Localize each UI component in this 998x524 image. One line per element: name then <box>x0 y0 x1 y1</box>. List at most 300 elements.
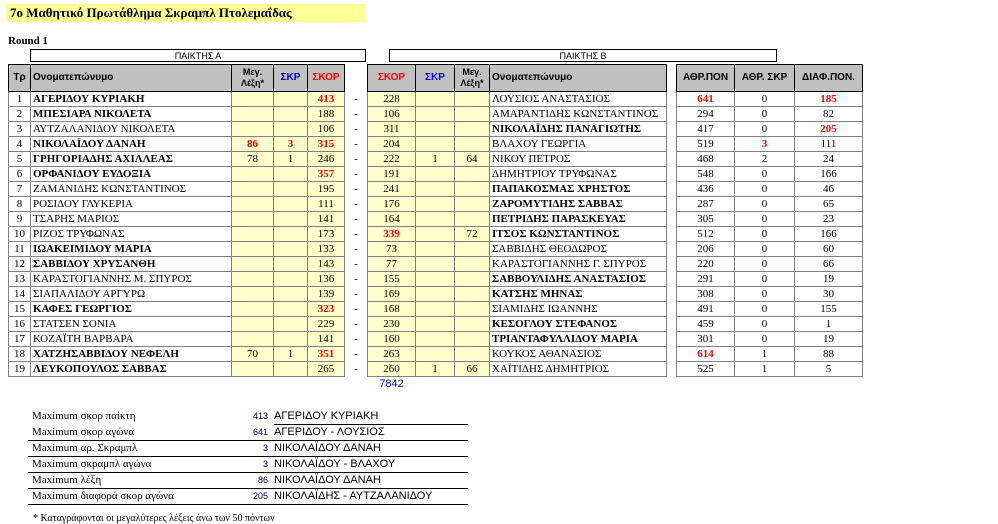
row-gap <box>667 272 677 287</box>
match-total: 287 <box>677 197 735 212</box>
vs-separator: - <box>354 303 358 315</box>
match-total: 641 <box>677 92 735 107</box>
match-total: 305 <box>677 212 735 227</box>
table-row <box>9 137 863 152</box>
vs-separator: - <box>354 228 358 240</box>
player-b-max-word <box>455 167 490 182</box>
player-a-score: 133 <box>308 242 345 257</box>
player-a-name: ΝΙΚΟΛΑΪΔΟΥ ΔΑΝΑΗ <box>31 137 232 152</box>
player-a-name: ΖΑΜΑΝΙΔΗΣ ΚΩΝΣΤΑΝΤΙΝΟΣ <box>31 182 232 197</box>
player-a-max-word <box>232 302 274 317</box>
player-b-max-word <box>455 122 490 137</box>
player-b-score: 230 <box>368 317 416 332</box>
player-b-name: ΖΑΡΟΜΥΤΙΔΗΣ ΣΑΒΒΑΣ <box>490 197 667 212</box>
player-a-max-word <box>232 287 274 302</box>
player-a-score: 195 <box>308 182 345 197</box>
stat-row <box>28 425 468 441</box>
player-a-max-word <box>232 212 274 227</box>
match-difference: 82 <box>795 107 863 122</box>
match-total: 614 <box>677 347 735 362</box>
player-b-scrabbles <box>416 302 455 317</box>
player-b-scrabbles <box>416 197 455 212</box>
player-b-max-word <box>455 332 490 347</box>
col-header-scr-b: ΣΚΡ <box>416 65 455 92</box>
player-b-max-word <box>455 182 490 197</box>
player-a-name: ΙΩΑΚΕΙΜΙΔΟΥ ΜΑΡΙΑ <box>31 242 232 257</box>
player-a-scrabbles <box>274 272 308 287</box>
player-a-scrabbles <box>274 107 308 122</box>
match-difference: 88 <box>795 347 863 362</box>
player-a-scrabbles <box>274 242 308 257</box>
player-b-name: ΚΕΣΟΓΛΟΥ ΣΤΕΦΑΝΟΣ <box>490 317 667 332</box>
player-a-name: ΣΑΒΒΙΔΟΥ ΧΡΥΣΑΝΘΗ <box>31 257 232 272</box>
footer-gap <box>9 377 368 392</box>
match-total-scrabbles: 0 <box>735 287 795 302</box>
row-gap <box>667 137 677 152</box>
player-a-max-word <box>232 242 274 257</box>
player-b-scrabbles <box>416 272 455 287</box>
row-gap <box>667 92 677 107</box>
cell-tr: 4 <box>9 137 31 152</box>
stat-underline <box>28 504 468 505</box>
player-a-scrabbles <box>274 362 308 377</box>
cell-tr: 13 <box>9 272 31 287</box>
player-a-max-word: 86 <box>232 137 274 152</box>
match-difference: 205 <box>795 122 863 137</box>
player-b-name: ΔΗΜΗΤΡΙΟΥ ΤΡΥΦΩΝΑΣ <box>490 167 667 182</box>
cell-tr: 17 <box>9 332 31 347</box>
row-gap <box>667 317 677 332</box>
match-total-scrabbles: 0 <box>735 332 795 347</box>
match-total-scrabbles: 0 <box>735 272 795 287</box>
match-total: 459 <box>677 317 735 332</box>
stat-label: Maximum αρ. Σκραμπλ <box>32 442 138 454</box>
player-a-max-word: 70 <box>232 347 274 362</box>
vs-separator: - <box>354 198 358 210</box>
player-a-name: ΑΥΤΖΑΛΑΝΙΔΟΥ ΝΙΚΟΛΕΤΑ <box>31 122 232 137</box>
player-b-max-word <box>455 242 490 257</box>
vs-separator: - <box>354 168 358 180</box>
match-difference: 185 <box>795 92 863 107</box>
player-b-name: ΚΟΥΚΟΣ ΑΘΑΝΑΣΙΟΣ <box>490 347 667 362</box>
stat-holder: ΝΙΚΟΛΑΪΔΟΥ ΔΑΝΑΗ <box>274 442 381 454</box>
player-a-score: 143 <box>308 257 345 272</box>
match-total: 294 <box>677 107 735 122</box>
table-row <box>9 272 863 287</box>
player-a-name: ΤΣΑΡΗΣ ΜΑΡΙΟΣ <box>31 212 232 227</box>
row-gap <box>667 257 677 272</box>
player-a-max-word <box>232 332 274 347</box>
player-a-max-word <box>232 122 274 137</box>
row-gap <box>667 167 677 182</box>
row-gap <box>667 227 677 242</box>
table-row <box>9 347 863 362</box>
player-a-score: 315 <box>308 137 345 152</box>
player-b-score: 222 <box>368 152 416 167</box>
header-row <box>9 65 863 92</box>
stat-label: Maximum διαφορά σκορ αγώνα <box>32 490 174 502</box>
player-b-name: ΣΑΒΒΟΥΛΙΔΗΣ ΑΝΑΣΤΑΣΙΟΣ <box>490 272 667 287</box>
header-gap <box>667 65 677 92</box>
vs-separator: - <box>354 348 358 360</box>
match-total-scrabbles: 3 <box>735 137 795 152</box>
player-a-score: 188 <box>308 107 345 122</box>
match-difference: 23 <box>795 212 863 227</box>
match-total: 206 <box>677 242 735 257</box>
player-b-scrabbles: 1 <box>416 362 455 377</box>
match-total-scrabbles: 0 <box>735 197 795 212</box>
results-table <box>8 64 863 391</box>
player-b-score: 204 <box>368 137 416 152</box>
row-gap <box>667 332 677 347</box>
table-row <box>9 182 863 197</box>
col-header-score-a: ΣΚΟΡ <box>308 65 345 92</box>
match-difference: 24 <box>795 152 863 167</box>
player-a-max-word <box>232 92 274 107</box>
match-total-scrabbles: 0 <box>735 212 795 227</box>
vs-separator: - <box>354 138 358 150</box>
player-a-scrabbles <box>274 212 308 227</box>
table-row <box>9 92 863 107</box>
player-b-scrabbles <box>416 92 455 107</box>
player-b-name: ΣΑΒΒΙΔΗΣ ΘΕΟΔΩΡΟΣ <box>490 242 667 257</box>
match-difference: 60 <box>795 242 863 257</box>
player-b-name: ΠΕΤΡΙΔΗΣ ΠΑΡΑΣΚΕΥΑΣ <box>490 212 667 227</box>
match-total-scrabbles: 0 <box>735 257 795 272</box>
player-b-max-word <box>455 92 490 107</box>
cell-tr: 3 <box>9 122 31 137</box>
vs-separator: - <box>354 153 358 165</box>
player-b-score: 339 <box>368 227 416 242</box>
player-a-section-header: ΠΑΙΚΤΗΣ Α <box>30 49 366 62</box>
stat-row <box>28 489 468 505</box>
player-b-score: 164 <box>368 212 416 227</box>
player-a-name: ΚΟΖΑΪΤΗ ΒΑΡΒΑΡΑ <box>31 332 232 347</box>
player-a-name: ΡΟΣΙΔΟΥ ΓΛΥΚΕΡΙΑ <box>31 197 232 212</box>
match-difference: 30 <box>795 287 863 302</box>
stat-row <box>28 457 468 473</box>
player-b-scrabbles <box>416 167 455 182</box>
player-a-name: ΓΡΗΓΟΡΙΑΔΗΣ ΑΧΙΛΛΕΑΣ <box>31 152 232 167</box>
vs-separator: - <box>354 363 358 375</box>
col-header-name-a: Ονοματεπώνυμο <box>31 65 232 92</box>
player-b-scrabbles <box>416 287 455 302</box>
player-b-score: 155 <box>368 272 416 287</box>
match-total-scrabbles: 0 <box>735 92 795 107</box>
player-b-max-word <box>455 212 490 227</box>
row-gap <box>667 212 677 227</box>
match-total: 548 <box>677 167 735 182</box>
match-difference: 155 <box>795 302 863 317</box>
player-b-name: ΠΑΠΑΚΟΣΜΑΣ ΧΡΗΣΤΟΣ <box>490 182 667 197</box>
round-label: Round 1 <box>8 35 49 47</box>
player-b-name: ΣΙΑΜΙΔΗΣ ΙΩΑΝΝΗΣ <box>490 302 667 317</box>
table-row <box>9 242 863 257</box>
player-b-name: ΝΙΚΟΥ ΠΕΤΡΟΣ <box>490 152 667 167</box>
stat-row <box>28 473 468 489</box>
cell-tr: 5 <box>9 152 31 167</box>
player-b-max-word <box>455 197 490 212</box>
player-a-score: 106 <box>308 122 345 137</box>
vs-separator: - <box>354 183 358 195</box>
player-b-max-word <box>455 107 490 122</box>
match-difference: 111 <box>795 137 863 152</box>
player-a-max-word <box>232 317 274 332</box>
table-row <box>9 362 863 377</box>
vs-separator: - <box>354 93 358 105</box>
player-b-max-word <box>455 287 490 302</box>
player-a-score: 357 <box>308 167 345 182</box>
grand-total: 7842 <box>379 378 404 390</box>
player-b-section-header: ΠΑΙΚΤΗΣ Β <box>389 49 777 62</box>
cell-tr: 14 <box>9 287 31 302</box>
match-total: 512 <box>677 227 735 242</box>
cell-tr: 6 <box>9 167 31 182</box>
player-a-max-word <box>232 167 274 182</box>
col-header-name-b: Ονοματεπώνυμο <box>490 65 667 92</box>
cell-tr: 7 <box>9 182 31 197</box>
player-a-scrabbles <box>274 182 308 197</box>
stat-holder: ΑΓΕΡΙΔΟΥ ΚΥΡΙΑΚΗ <box>274 410 379 422</box>
table-row <box>9 302 863 317</box>
player-a-score: 323 <box>308 302 345 317</box>
stat-holder: ΝΙΚΟΛΑΪΔΟΥ ΔΑΝΑΗ <box>274 474 381 486</box>
row-gap <box>667 362 677 377</box>
player-a-score: 173 <box>308 227 345 242</box>
match-total-scrabbles: 1 <box>735 347 795 362</box>
row-gap <box>667 122 677 137</box>
player-a-scrabbles <box>274 92 308 107</box>
player-a-scrabbles: 1 <box>274 347 308 362</box>
player-a-scrabbles <box>274 167 308 182</box>
row-gap <box>667 107 677 122</box>
player-b-max-word: 72 <box>455 227 490 242</box>
match-difference: 65 <box>795 197 863 212</box>
match-total-scrabbles: 0 <box>735 122 795 137</box>
vs-separator: - <box>354 123 358 135</box>
player-b-scrabbles <box>416 347 455 362</box>
player-b-scrabbles <box>416 212 455 227</box>
row-gap <box>667 302 677 317</box>
player-a-scrabbles <box>274 332 308 347</box>
table-row <box>9 122 863 137</box>
vs-separator: - <box>354 288 358 300</box>
vs-separator: - <box>354 333 358 345</box>
stat-row <box>28 409 468 425</box>
grand-total-row <box>9 377 863 392</box>
row-gap <box>667 242 677 257</box>
player-b-name: ΛΟΥΣΙΟΣ ΑΝΑΣΤΑΣΙΟΣ <box>490 92 667 107</box>
player-b-scrabbles <box>416 227 455 242</box>
match-total: 468 <box>677 152 735 167</box>
match-total-scrabbles: 0 <box>735 107 795 122</box>
header-gap <box>345 65 368 92</box>
stat-label: Maximum σκορ αγώνα <box>32 426 135 438</box>
player-b-score: 106 <box>368 107 416 122</box>
player-b-name: ΙΤΣΟΣ ΚΩΝΣΤΑΝΤΙΝΟΣ <box>490 227 667 242</box>
player-b-score: 241 <box>368 182 416 197</box>
row-gap <box>667 287 677 302</box>
player-a-max-word <box>232 362 274 377</box>
table-row <box>9 107 863 122</box>
table-row <box>9 152 863 167</box>
match-difference: 166 <box>795 167 863 182</box>
col-header-scr-a: ΣΚΡ <box>274 65 308 92</box>
player-b-score: 169 <box>368 287 416 302</box>
match-difference: 5 <box>795 362 863 377</box>
player-a-score: 265 <box>308 362 345 377</box>
stat-label: Maximum σκραμπλ αγώνα <box>32 458 152 470</box>
player-a-scrabbles <box>274 302 308 317</box>
match-total-scrabbles: 0 <box>735 242 795 257</box>
footnote: * Καταγράφονται οι μεγαλύτερες λέξεις άνω των 50 πόντων <box>33 513 275 524</box>
player-b-score: 73 <box>368 242 416 257</box>
player-a-score: 136 <box>308 272 345 287</box>
match-total-scrabbles: 1 <box>735 362 795 377</box>
match-difference: 1 <box>795 317 863 332</box>
player-b-score: 228 <box>368 92 416 107</box>
player-a-name: ΚΑΦΕΣ ΓΕΩΡΓΙΟΣ <box>31 302 232 317</box>
player-a-name: ΣΙΑΠΑΛΙΔΟΥ ΑΡΓΥΡΩ <box>31 287 232 302</box>
player-b-score: 263 <box>368 347 416 362</box>
player-a-scrabbles <box>274 287 308 302</box>
match-difference: 19 <box>795 272 863 287</box>
vs-separator: - <box>354 318 358 330</box>
player-a-max-word <box>232 197 274 212</box>
player-b-scrabbles <box>416 182 455 197</box>
col-header-max-word-a: Μεγ. Λέξη* <box>232 65 274 92</box>
player-a-name: ΜΠΕΣΙΑΡΑ ΝΙΚΟΛΕΤΑ <box>31 107 232 122</box>
player-a-score: 413 <box>308 92 345 107</box>
player-b-score: 191 <box>368 167 416 182</box>
player-a-max-word: 78 <box>232 152 274 167</box>
stat-value: 3 <box>262 459 268 469</box>
row-gap <box>667 152 677 167</box>
player-b-name: ΤΡΙΑΝΤΑΦΥΛΛΙΔΟΥ ΜΑΡΙΑ <box>490 332 667 347</box>
player-a-max-word <box>232 272 274 287</box>
vs-separator: - <box>354 258 358 270</box>
table-row <box>9 227 863 242</box>
player-b-score: 77 <box>368 257 416 272</box>
match-total-scrabbles: 0 <box>735 227 795 242</box>
stat-label: Maximum σκορ παίκτη <box>32 410 136 422</box>
player-a-max-word <box>232 257 274 272</box>
match-total: 436 <box>677 182 735 197</box>
player-a-scrabbles <box>274 122 308 137</box>
match-difference: 46 <box>795 182 863 197</box>
stat-holder: ΝΙΚΟΛΑΪΔΟΥ - ΒΛΑΧΟΥ <box>274 458 396 470</box>
player-a-scrabbles <box>274 227 308 242</box>
player-b-scrabbles <box>416 317 455 332</box>
player-b-max-word: 64 <box>455 152 490 167</box>
player-a-scrabbles <box>274 257 308 272</box>
cell-tr: 10 <box>9 227 31 242</box>
match-total: 491 <box>677 302 735 317</box>
match-total-scrabbles: 0 <box>735 302 795 317</box>
player-a-score: 141 <box>308 332 345 347</box>
cell-tr: 2 <box>9 107 31 122</box>
player-b-name: ΚΑΤΣΗΣ ΜΗΝΑΣ <box>490 287 667 302</box>
player-b-name: ΧΑΪΤΙΔΗΣ ΔΗΜΗΤΡΙΟΣ <box>490 362 667 377</box>
col-header-score-b: ΣΚΟΡ <box>368 65 416 92</box>
stat-label: Maximum λέξη <box>32 474 102 486</box>
table-row <box>9 167 863 182</box>
player-a-max-word <box>232 227 274 242</box>
stat-value: 86 <box>257 475 268 485</box>
row-gap <box>667 197 677 212</box>
player-b-max-word <box>455 302 490 317</box>
match-total: 308 <box>677 287 735 302</box>
vs-separator: - <box>354 108 358 120</box>
match-total: 519 <box>677 137 735 152</box>
footer-gap <box>416 377 863 392</box>
vs-separator: - <box>354 243 358 255</box>
table-row <box>9 257 863 272</box>
player-b-name: ΝΙΚΟΛΑΪΔΗΣ ΠΑΝΑΓΙΩΤΗΣ <box>490 122 667 137</box>
table-row <box>9 332 863 347</box>
player-a-score: 111 <box>308 197 345 212</box>
match-total-scrabbles: 2 <box>735 152 795 167</box>
stat-holder: ΝΙΚΟΛΑΪΔΗΣ - ΑΥΤΖΑΛΑΝΙΔΟΥ <box>274 490 433 502</box>
col-header-total: ΑΘΡ.ΠΟΝ <box>677 65 735 92</box>
player-b-score: 168 <box>368 302 416 317</box>
player-b-scrabbles <box>416 122 455 137</box>
player-b-name: ΑΜΑΡΑΝΤΙΔΗΣ ΚΩΝΣΤΑΝΤΙΝΟΣ <box>490 107 667 122</box>
match-total: 301 <box>677 332 735 347</box>
match-difference: 19 <box>795 332 863 347</box>
match-total: 525 <box>677 362 735 377</box>
table-row <box>9 287 863 302</box>
player-b-max-word <box>455 257 490 272</box>
cell-tr: 9 <box>9 212 31 227</box>
player-b-max-word <box>455 272 490 287</box>
cell-tr: 12 <box>9 257 31 272</box>
player-b-max-word <box>455 137 490 152</box>
player-a-name: ΡΙΖΟΣ ΤΡΥΦΩΝΑΣ <box>31 227 232 242</box>
match-difference: 66 <box>795 257 863 272</box>
player-a-scrabbles <box>274 317 308 332</box>
vs-separator: - <box>354 213 358 225</box>
player-a-score: 229 <box>308 317 345 332</box>
player-a-score: 141 <box>308 212 345 227</box>
table-row <box>9 197 863 212</box>
stat-holder: ΑΓΕΡΙΔΟΥ - ΛΟΥΣΙΟΣ <box>274 426 385 438</box>
player-a-name: ΣΤΑΤΣΕΝ ΣΟΝΙΑ <box>31 317 232 332</box>
match-total: 417 <box>677 122 735 137</box>
stat-row <box>28 441 468 457</box>
player-b-name: ΚΑΡΑΣΤΟΓΙΑΝΝΗΣ Γ. ΣΠΥΡΟΣ <box>490 257 667 272</box>
row-gap <box>667 182 677 197</box>
stat-value: 641 <box>252 427 268 437</box>
player-b-score: 311 <box>368 122 416 137</box>
match-total: 220 <box>677 257 735 272</box>
match-total-scrabbles: 0 <box>735 317 795 332</box>
player-a-scrabbles: 1 <box>274 152 308 167</box>
match-total: 291 <box>677 272 735 287</box>
player-b-scrabbles <box>416 137 455 152</box>
cell-tr: 15 <box>9 302 31 317</box>
col-header-max-word-b: Μεγ. Λέξη* <box>455 65 490 92</box>
col-header-tr: Τρ <box>9 65 31 92</box>
table-row <box>9 317 863 332</box>
player-a-name: ΛΕΥΚΟΠΟΥΛΟΣ ΣΑΒΒΑΣ <box>31 362 232 377</box>
stat-value: 413 <box>252 411 268 421</box>
player-b-scrabbles <box>416 332 455 347</box>
player-b-scrabbles <box>416 242 455 257</box>
player-b-max-word: 66 <box>455 362 490 377</box>
cell-tr: 11 <box>9 242 31 257</box>
player-a-max-word <box>232 182 274 197</box>
